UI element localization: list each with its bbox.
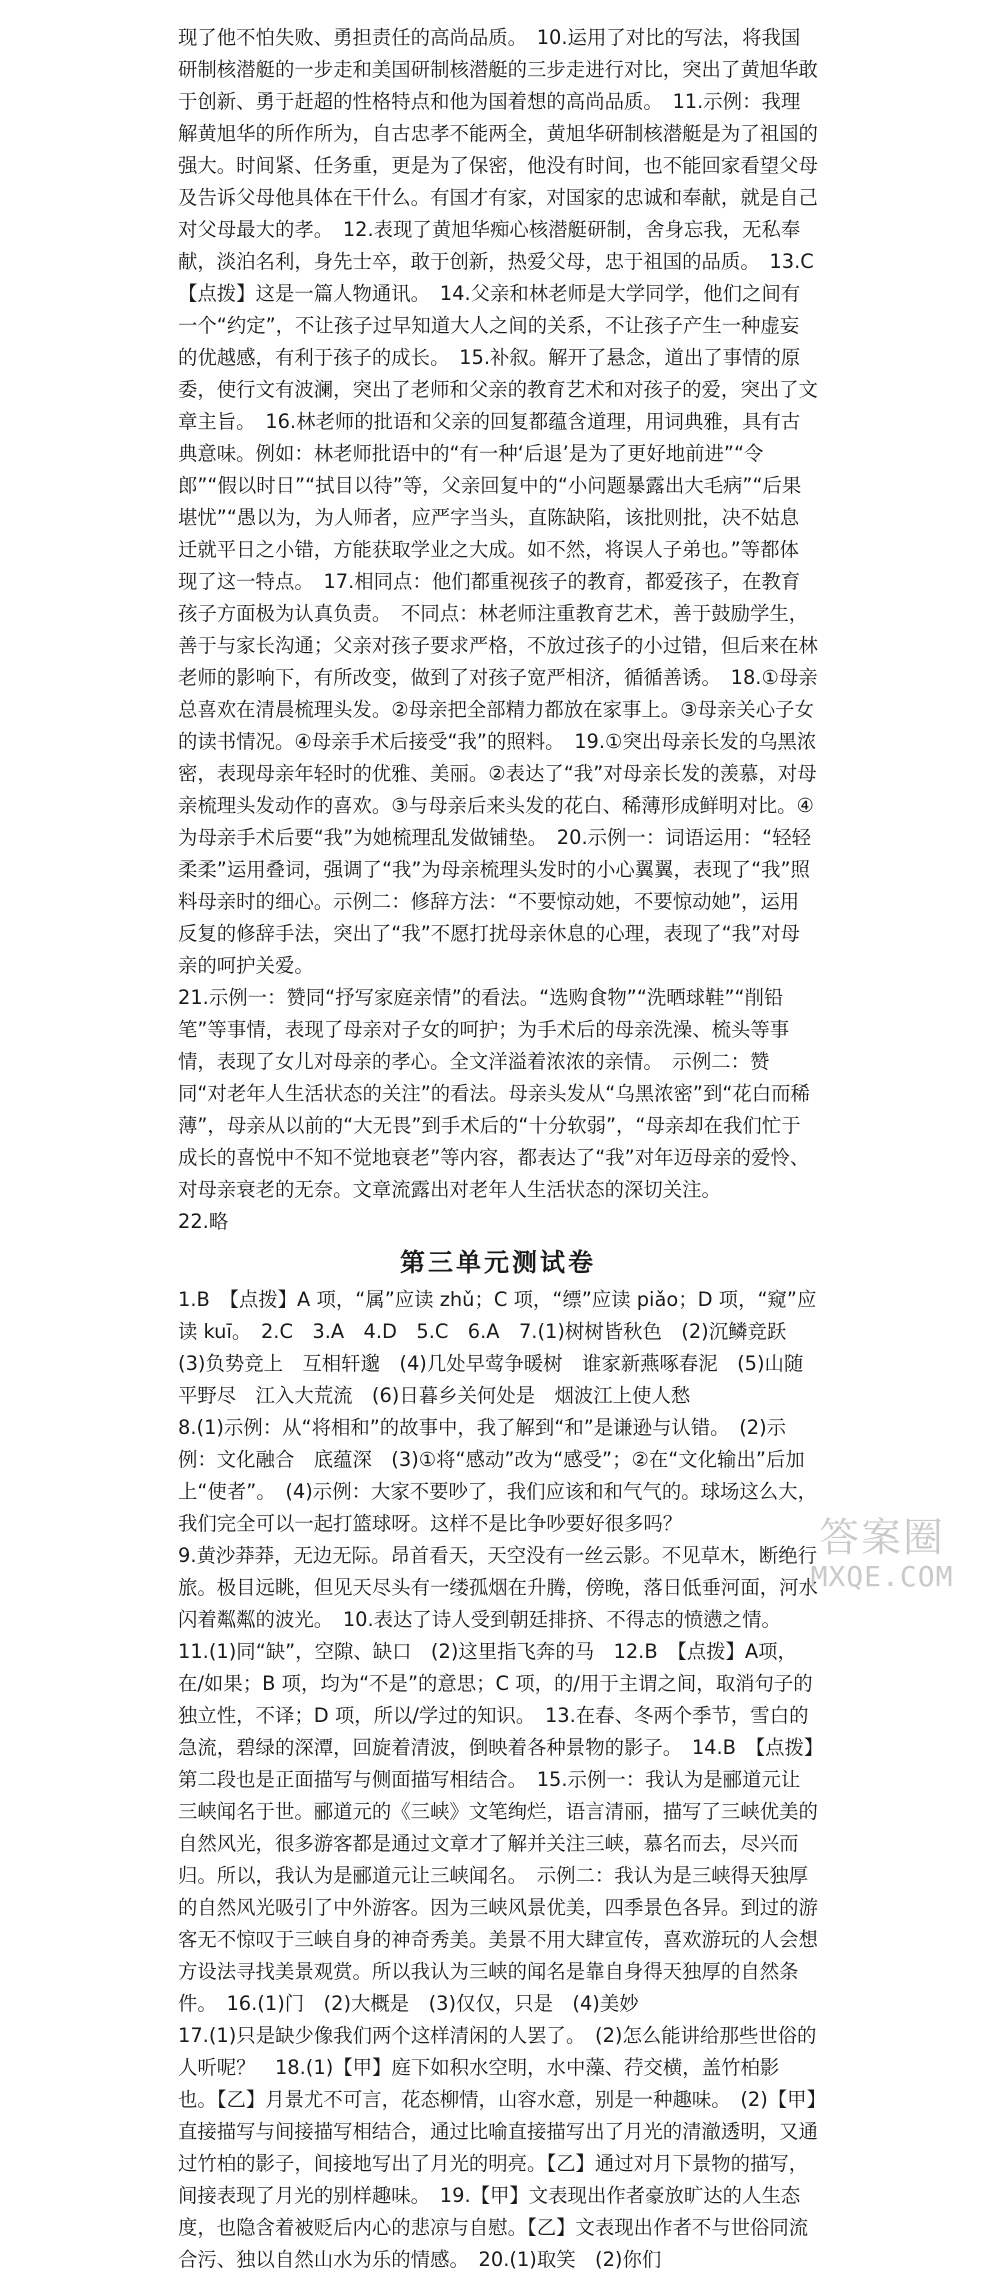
- answer-column: [178, 22, 834, 2276]
- answer-paragraph: 17.(1)只是缺少像我们两个这样清闲的人罢了。 (2)怎么能讲给那些世俗的人听呢？ 18.(1)【甲】庭下如积水空明，水中藻、荇交横，盖竹柏影也。【乙】月景尤不可言，花态柳情，山容水意，别是一种趣味。 (2)【甲】直接描写与间接描写相结合，通过比喻直接描写出了月光的清澈透明，又通过竹柏的影子，间接地写出了月光的明亮。【乙】通过对月下景物的描写，间接表现了月光的别样趣味。 19.【甲】文表现出作者豪放旷达的人生态度，也隐含着被贬后内心的悲凉与自慰。【乙】文表现出作者不与世俗同流合污、独以自然山水为乐的情感。 20.(1)取笑 (2)你们: [178, 2024, 818, 2271]
- watermark-logo: [787, 1514, 977, 1594]
- watermark-en: MXQE.COM: [810, 1560, 954, 1593]
- answer-paragraph: 22.略: [178, 1210, 229, 1233]
- answer-paragraph: 8.(1)示例：从“将相和”的故事中，我了解到“和”是谦逊与认错。 (2)示例：文化融合 底蕴深 (3)①将“感动”改为“感受”；②在“文化输出”后加上“使者”。 (4)示例：大家不要吵了，我们应该和和气气的。球场这么大，我们完全可以一起打篮球呀。这样不是比争吵要好很多吗？: [178, 1416, 817, 1535]
- watermark-cn: 答案圈: [819, 1515, 945, 1561]
- answer-paragraph: 21.示例一：赞同“抒写家庭亲情”的看法。“选购食物”“洗晒球鞋”“削铅笔”等事情，表现了母亲对子女的呵护；为手术后的母亲洗澡、梳头等事情，表现了女儿对母亲的孝心。全文洋溢着浓浓的亲情。 示例二：赞同“对老年人生活状态的关注”的看法。母亲头发从“乌黑浓密”到“花白而稀薄”，母亲从以前的“大无畏”到手术后的“十分软弱”，“母亲却在我们忙于成长的喜悦中不知不觉地衰老”等内容，都表达了“我”对年迈母亲的爱怜、对母亲衰老的无奈。文章流露出对老年人生活状态的深切关注。: [178, 986, 810, 1201]
- answer-paragraph: 现了他不怕失败、勇担责任的高尚品质。 10.运用了对比的写法，将我国研制核潜艇的一步走和美国研制核潜艇的三步走进行对比，突出了黄旭华敢于创新、勇于赶超的性格特点和他为国着想的高尚品质。 11.示例：我理解黄旭华的所作所为，自古忠孝不能两全，黄旭华研制核潜艇是为了祖国的强大。时间紧、任务重，更是为了保密，他没有时间，也不能回家看望父母及告诉父母他具体在干什么。有国才有家，对国家的忠诚和奉献，就是自己对父母最大的孝。 12.表现了黄旭华痴心核潜艇研制，舍身忘我，无私奉献，淡泊名利，身先士卒，敢于创新，热爱父母，忠于祖国的品质。 13.C 【点拨】这是一篇人物通讯。 14.父亲和林老师是大学同学，他们之间有一个“约定”，不让孩子过早知道大人之间的关系，不让孩子产生一种虚妄的优越感，有利于孩子的成长。 15.补叙。解开了悬念，道出了事情的原委，使行文有波澜，突出了老师和父亲的教育艺术和对孩子的爱，突出了文章主旨。 16.林老师的批语和父亲的回复都蕴含道理，用词典雅，具有古典意味。例如：林老师批语中的“有一种‘后退’是为了更好地前进”“令郎”“假以时日”“拭目以待”等，父亲回复中的“小问题暴露出大毛病”“后果堪忧”“愚以为，为人师者，应严字当头，直陈缺陷，该批则批，决不姑息迁就平日之小错，方能获取学业之大成。如不然，将误人子弟也。”等都体现了这一特点。 17.相同点：他们都重视孩子的教育，都爱孩子，在教育孩子方面极为认真负责。 不同点：林老师注重教育艺术，善于鼓励学生，善于与家长沟通；父亲对孩子要求严格，不放过孩子的小过错，但后来在林老师的影响下，有所改变，做到了对孩子宽严相济，循循善诱。 18.①母亲总喜欢在清晨梳理头发。②母亲把全部精力都放在家事上。③母亲关心子女的读书情况。④母亲手术后接受“我”的照料。 19.①突出母亲长发的乌黑浓密，表现母亲年轻时的优雅、美丽。②表达了“我”对母亲长发的羡慕，对母亲梳理头发动作的喜欢。③与母亲后来头发的花白、稀薄形成鲜明对比。④为母亲手术后要“我”为她梳理乱发做铺垫。 20.示例一：词语运用：“轻轻柔柔”运用叠词，强调了“我”为母亲梳理头发时的小心翼翼，表现了“我”照料母亲时的细心。示例二：修辞方法：“不要惊动她，不要惊动她”，运用反复的修辞手法，突出了“我”不愿打扰母亲休息的心理，表现了“我”对母亲的呵护关爱。: [178, 26, 834, 977]
- answer-paragraph: 1.B 【点拨】A 项，“属”应读 zhǔ；C 项，“缥”应读 piǎo；D 项，“窥”应读 kuī。 2.C 3.A 4.D 5.C 6.A 7.(1)树树皆秋色 (2)沉鳞竞跃 (3)负势竞上 互相轩邈 (4)几处早莺争暖树 谁家新燕啄春泥 (5)山随平野尽 江入大荒流 (6)日暮乡关何处是 烟波江上使人愁: [178, 1288, 817, 1407]
- answer-paragraph: 9.黄沙莽莽，无边无际。昂首看天，天空没有一丝云影。不见草木，断绝行旅。极目远眺，但见天尽头有一缕孤烟在升腾，傍晚，落日低垂河面，河水闪着粼粼的波光。 10.表达了诗人受到朝廷排挤、不得志的愤懑之情。 11.(1)同“缺”，空隙、缺口 (2)这里指飞奔的马 12.B 【点拨】A项，在/如果；B 项，均为“不是”的意思；C 项，的/用于主谓之间，取消句子的独立性，不译；D 项，所以/学过的知识。 13.在春、冬两个季节，雪白的急流，碧绿的深潭，回旋着清波，倒映着各种景物的影子。 14.B 【点拨】第二段也是正面描写与侧面描写相结合。 15.示例一：我认为是郦道元让三峡闻名于世。郦道元的《三峡》文笔绚烂，语言清丽，描写了三峡优美的自然风光，很多游客都是通过文章才了解并关注三峡，慕名而去，尽兴而归。所以，我认为是郦道元让三峡闻名。 示例二：我认为是三峡得天独厚的自然风光吸引了中外游客。因为三峡风景优美，四季景色各异。到过的游客无不惊叹于三峡自身的神奇秀美。美景不用大肆宣传，喜欢游玩的人会想方设法寻找美景观赏。所以我认为三峡的闻名是靠自身得天独厚的自然条件。 16.(1)门 (2)大概是 (3)仅仅，只是 (4)美妙: [178, 1544, 818, 2015]
- unit-test-title: 第三单元测试卷: [399, 1248, 596, 1277]
